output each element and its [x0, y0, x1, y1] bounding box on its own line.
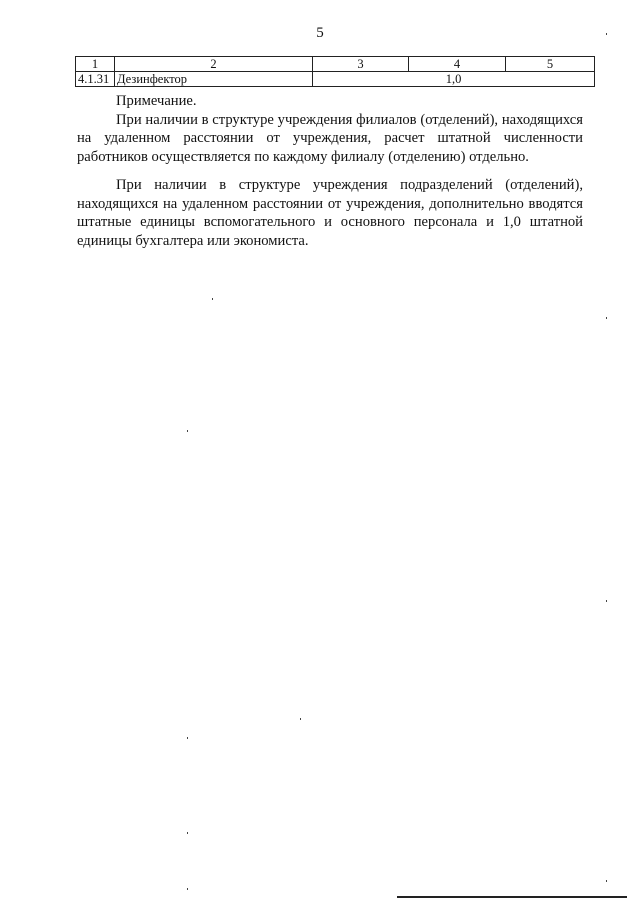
- note-heading: Примечание.: [116, 93, 197, 109]
- note-paragraph-1: При наличии в структуре учреждения филиалов (отделений), находящихся на удаленном расстоянии от учреждения, расчет штатной численности работников осуществляется по каждому филиалу (отделению) отдельно.: [77, 111, 583, 165]
- table-row: [76, 72, 595, 87]
- scan-speck: [212, 298, 213, 300]
- note-section: [77, 92, 583, 250]
- staff-table: [75, 56, 595, 87]
- scan-speck: [187, 430, 188, 432]
- bottom-rule-line: [397, 896, 627, 898]
- scan-speck: [300, 718, 301, 720]
- header-cell-2: 2: [115, 57, 313, 72]
- scan-speck: [606, 600, 607, 602]
- row-value-cell: 1,0: [313, 72, 595, 87]
- scan-speck: [606, 880, 607, 882]
- scan-speck: [187, 737, 188, 739]
- scan-speck: [187, 832, 188, 834]
- note-paragraph-2: При наличии в структуре учреждения подразделений (отделений), находящихся на удаленном расстоянии от учреждения, дополнительно вводятся штатные единицы вспомогательного и основного персонала и 1,0 штатной единицы бухгалтера или экономиста.: [77, 177, 583, 249]
- row-code-cell: 4.1.31: [76, 72, 115, 87]
- header-cell-3: 3: [313, 57, 409, 72]
- page-number: 5: [316, 25, 324, 41]
- row-name-cell: Дезинфектор: [115, 72, 313, 87]
- table-header-row: [76, 57, 595, 72]
- header-cell-4: 4: [409, 57, 506, 72]
- header-cell-1: 1: [76, 57, 115, 72]
- header-cell-5: 5: [506, 57, 595, 72]
- scan-speck: [606, 317, 607, 319]
- scan-speck: [606, 33, 607, 35]
- scan-speck: [187, 888, 188, 890]
